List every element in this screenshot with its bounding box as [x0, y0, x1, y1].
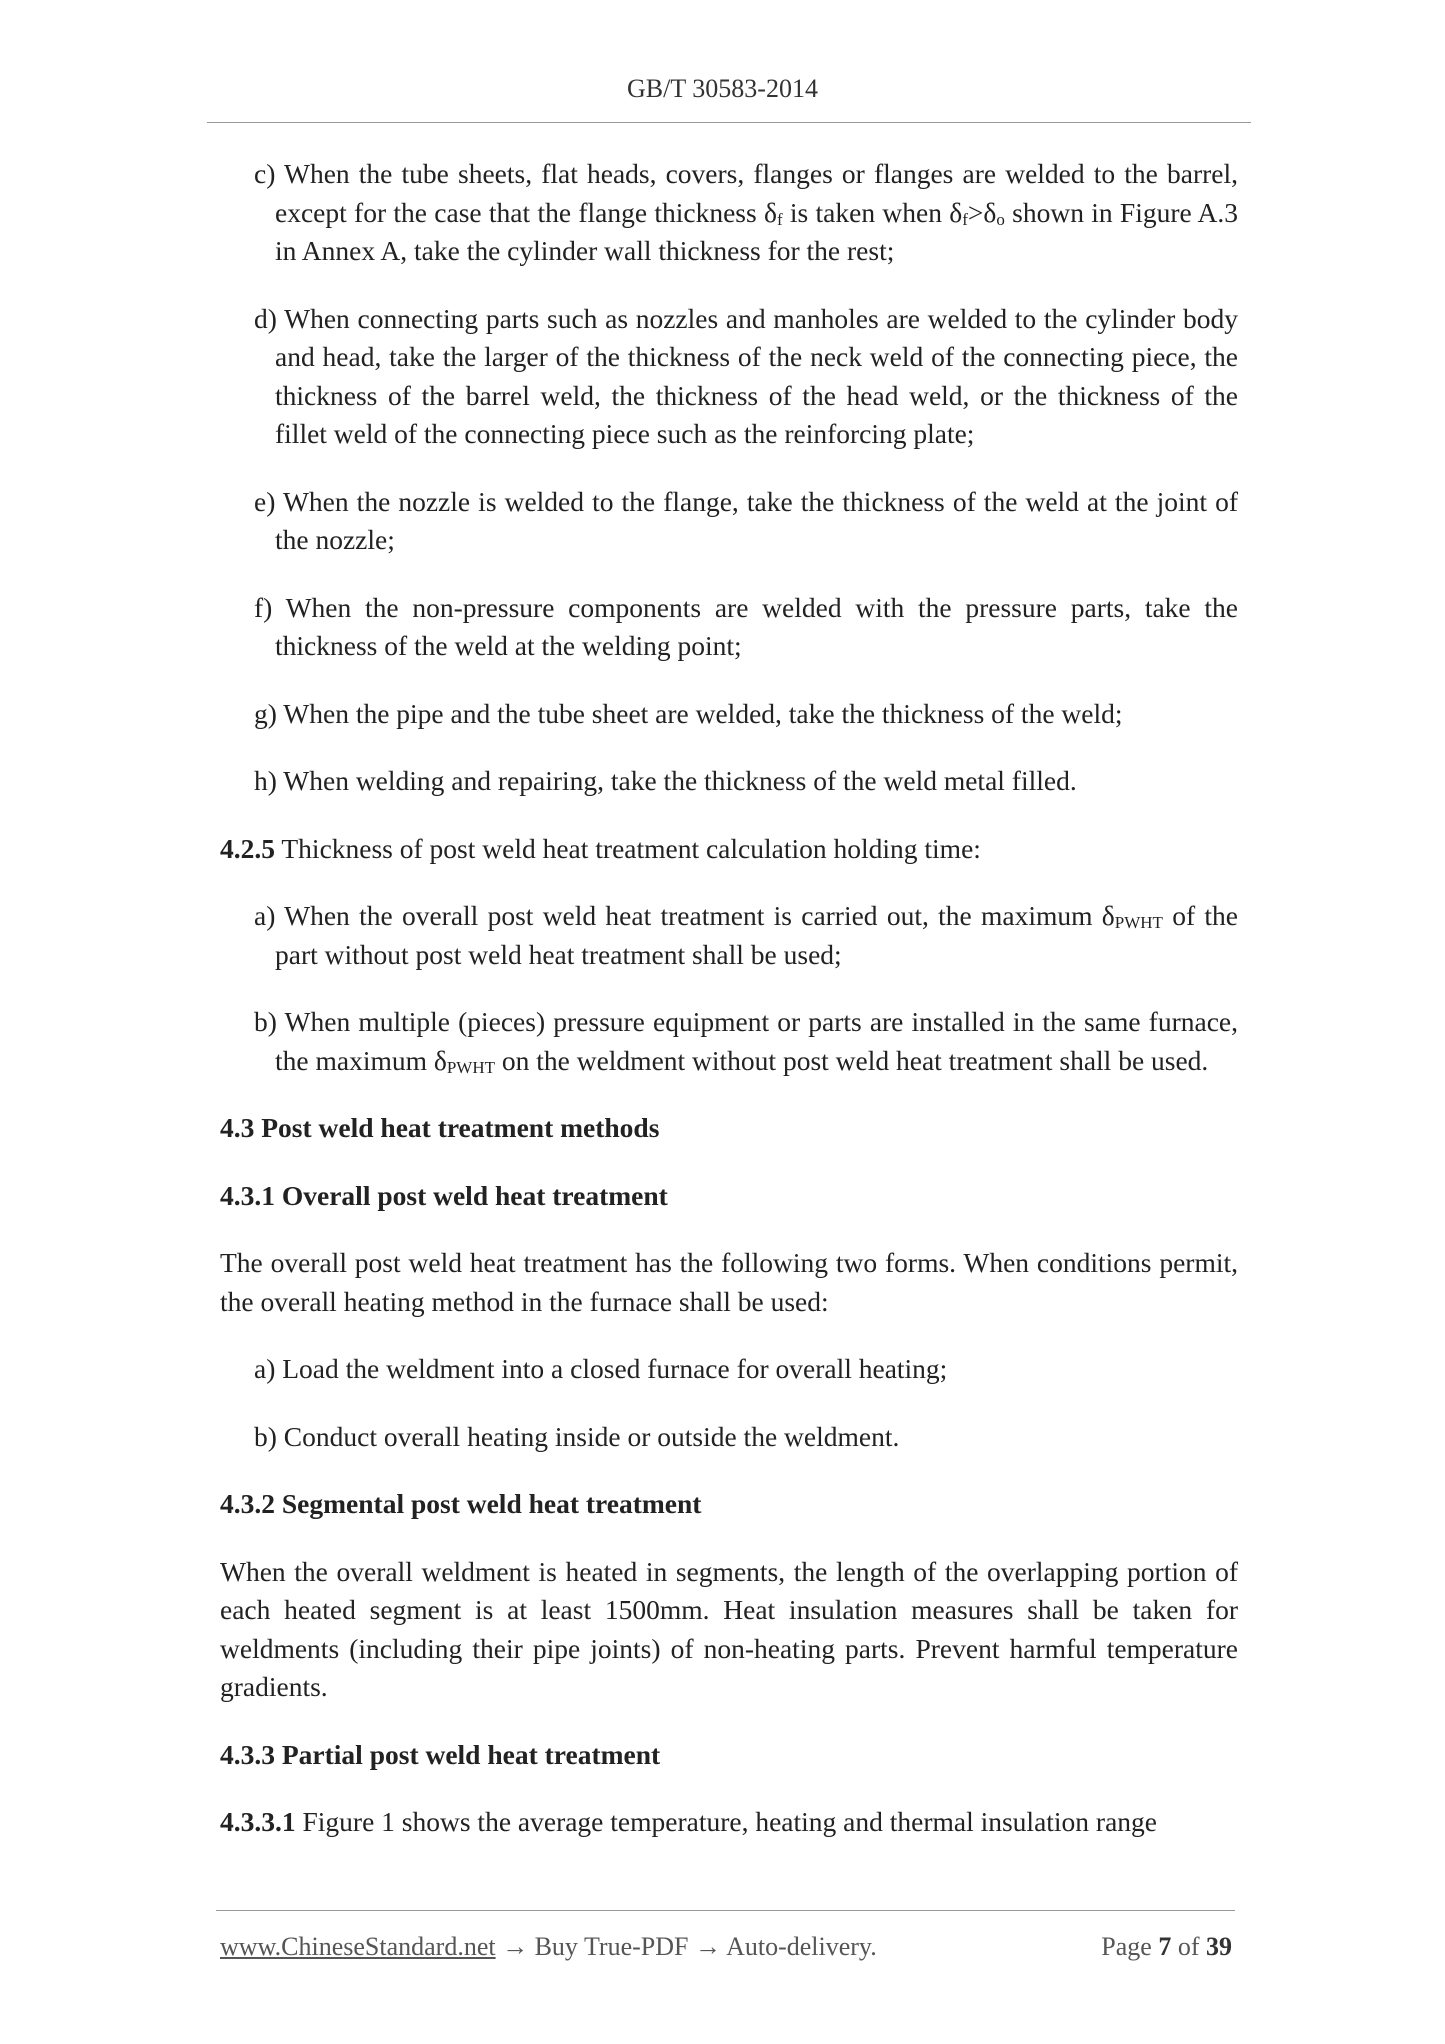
clause-4-3-3-1: 4.3.3.1 Figure 1 shows the average temperature, heating and thermal insulation range [220, 1806, 1158, 1837]
list-item-c: c) When the tube sheets, flat heads, covers, flanges or flanges are welded to the barrel, except for the case that the flange thickness $\delta_f$ is taken when $\delta_f>\delta_o$ shown in Figure A.3 in Annex A, take the cylinder wall thickness for the rest; [254, 158, 1238, 266]
page-header [0, 74, 1445, 104]
document-code: GB/T 30583-2014 [627, 74, 818, 103]
section-heading-4-3-1: 4.3.1 Overall post weld heat treatment [220, 1179, 668, 1211]
clause-number: 4.3.3.1 [220, 1806, 296, 1837]
page-body [220, 155, 1238, 1871]
current-page: 7 [1158, 1932, 1172, 1961]
clause-4-2-5: 4.2.5 Thickness of post weld heat treatment calculation holding time: [220, 832, 981, 864]
list-item-f: f) When the non-pressure components are welded with the pressure parts, take the thickness of the weld at the welding point; [254, 591, 1238, 661]
header-divider [207, 122, 1251, 123]
clause-number: 4.2.5 [220, 832, 275, 864]
page-footer [220, 1932, 1232, 1962]
total-pages: 39 [1206, 1932, 1232, 1961]
list-item-e: e) When the nozzle is welded to the flange, take the thickness of the weld at the joint of the nozzle; [254, 485, 1238, 555]
list-item-g: g) When the pipe and the tube sheet are welded, take the thickness of the weld; [254, 697, 1123, 729]
list-item-4-2-5-b: b) When multiple (pieces) pressure equipment or parts are installed in the same furnace, the maximum $\delta_{PWHT}$ on the weldment without post weld heat treatment shall be used. [254, 1006, 1238, 1077]
list-item-h: h) When welding and repairing, take the thickness of the weld metal filled. [254, 765, 1077, 796]
section-heading-4-3-3: 4.3.3 Partial post weld heat treatment [220, 1738, 661, 1770]
paragraph-4-3-1: The overall post weld heat treatment has the following two forms. When conditions permit, the overall heating method in the furnace shall be used: [220, 1247, 1238, 1317]
footer-divider [216, 1910, 1235, 1911]
arrow-icon: → [688, 1932, 727, 1961]
list-item-4-3-1-b: b) Conduct overall heating inside or outside the weldment. [254, 1420, 900, 1452]
section-heading-4-3: 4.3 Post weld heat treatment methods [220, 1112, 660, 1143]
arrow-icon: → [495, 1932, 535, 1961]
list-item-d: d) When connecting parts such as nozzles and manholes are welded to the cylinder body and head, take the larger of the thickness of the neck weld of the connecting piece, the thickness of the barrel weld, the thickness of the head weld, or the thickness of the fillet weld of the connecting piece such as the reinforcing plate; [254, 302, 1238, 449]
section-heading-4-3-2: 4.3.2 Segmental post weld heat treatment [220, 1488, 702, 1519]
page-number: Page 7 of 39 [1101, 1932, 1232, 1961]
delivery-text: Auto-delivery. [726, 1932, 877, 1961]
website-link[interactable]: www.ChineseStandard.net [220, 1932, 496, 1961]
list-item-4-2-5-a: a) When the overall post weld heat treatment is carried out, the maximum $\delta_{PWHT}$ of the part without post weld heat treatment shall be used; [254, 900, 1238, 970]
paragraph-4-3-2: When the overall weldment is heated in segments, the length of the overlapping portion of each heated segment is at least 1500mm. Heat insulation measures shall be taken for weldments (including their pipe joints) of non-heating parts. Prevent harmful temperature gradients. [220, 1555, 1238, 1702]
buy-text: Buy True-PDF [534, 1932, 689, 1961]
list-item-4-3-1-a: a) Load the weldment into a closed furnace for overall heating; [254, 1353, 948, 1384]
